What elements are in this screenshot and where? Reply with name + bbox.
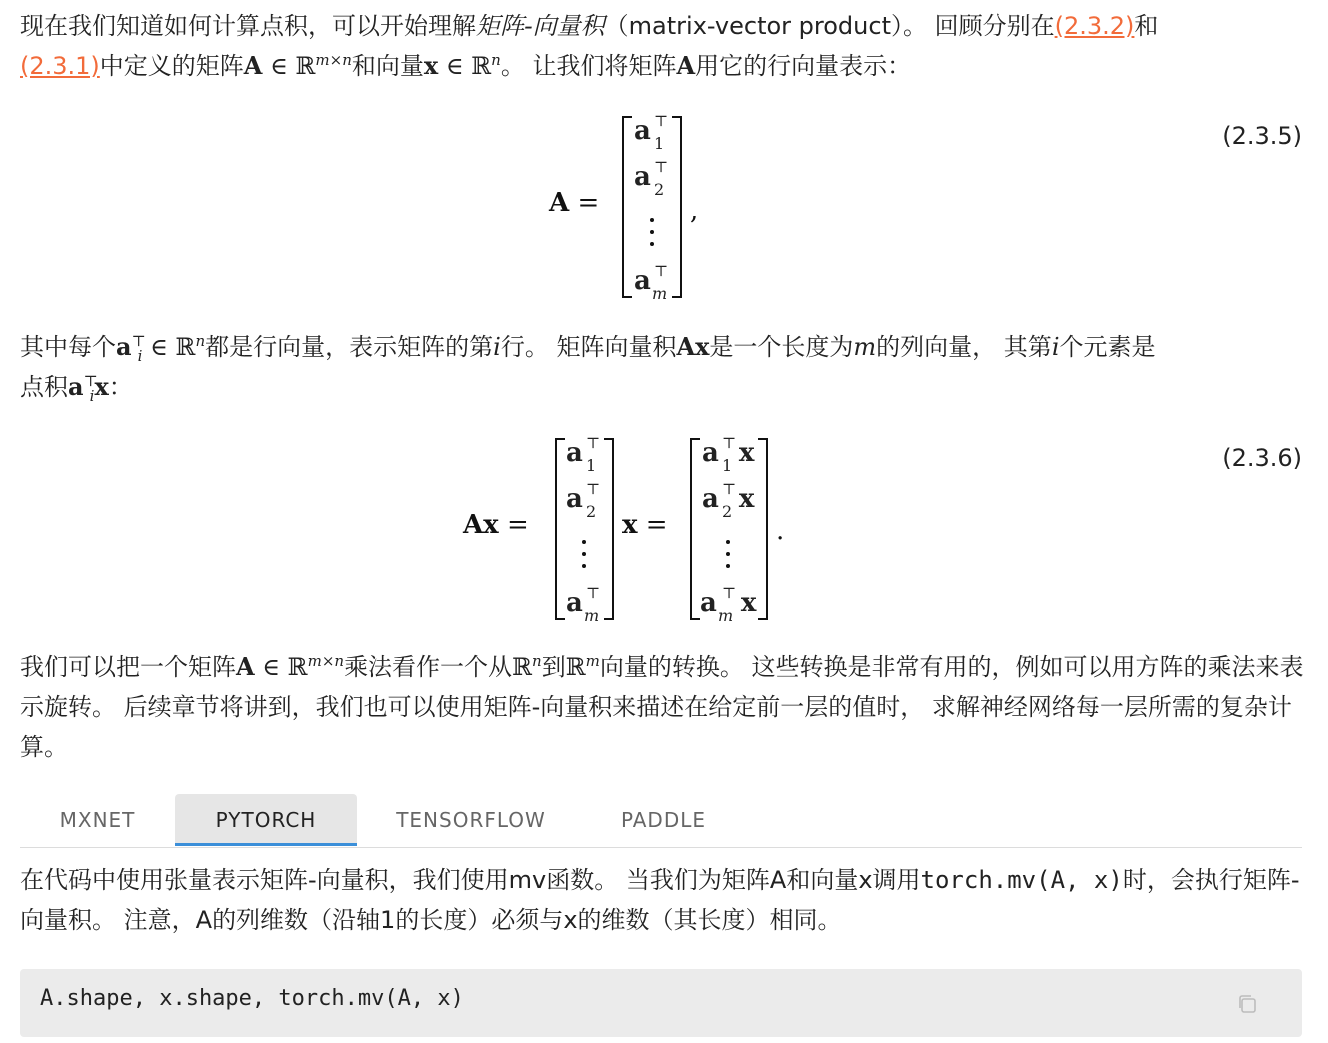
eq-lhs: Ax = [463, 510, 529, 540]
right-bracket [604, 438, 614, 620]
matrix-cell: a ⊤ 2 [566, 480, 601, 521]
inline-code: A [769, 866, 787, 894]
text: 在代码中使用张量表示矩阵-向量积，我们使用 [20, 866, 509, 894]
text: 个元素是 [1059, 333, 1156, 361]
text: 和 [1134, 12, 1159, 40]
text: 的列维数（沿轴1的长度）必须与 [212, 906, 564, 934]
equation-ref-link[interactable]: (2.3.2) [1054, 12, 1135, 40]
left-bracket [622, 116, 632, 298]
transformation-paragraph: 我们可以把一个矩阵A ∈ ℝ$^{m\times n}$乘法看作一个从ℝ$^n$到ℝ$^m$向量的转换。 这些转换是非常有用的，例如可以用方阵的乘法来表示旋转。 后续章节将讲到，我们也可以使用矩阵-向量积来描述在给定前一层的值时， 求解神经网络每一层所需的复杂计算。 [20, 652, 1304, 761]
vertical-dots [650, 218, 654, 254]
matrix-cell: a ⊤ 1 x [702, 434, 755, 475]
math-A: A [676, 51, 696, 80]
code-block[interactable] [20, 969, 1302, 1037]
eq-comma: , [690, 196, 699, 226]
text: 向量的转换。 这些转换是非常有用的，例如可以用方阵的乘法来表示旋转。 后续章节将讲到，我们也可以使用矩阵-向量积来描述在给定前一层的值时， 求解神经网络每一层所需的复杂计算。 [20, 653, 1304, 761]
inline-code: torch.mv(A, x) [920, 866, 1123, 894]
text: 和向量 [351, 52, 424, 80]
pytorch-paragraph [20, 860, 1310, 940]
matrix-cell: a ⊤ 2 x [702, 480, 755, 521]
tab-paddle[interactable]: PADDLE [620, 808, 707, 832]
right-bracket [672, 116, 682, 298]
eq-period: . [776, 516, 785, 546]
text: （matrix-vector product）。 回顾分别在 [604, 12, 1055, 40]
matrix-cell: a ⊤ 1 [634, 112, 669, 153]
equation-number: (2.3.5) [1222, 122, 1302, 150]
text: 现在我们知道如何计算点积，可以开始理解 [20, 12, 476, 40]
text: 其中每个 [20, 333, 116, 361]
text: 函数。 当我们为矩阵 [546, 866, 770, 894]
eq-lhs: A = [549, 188, 600, 218]
equation-ref-link[interactable]: (2.3.1) [20, 52, 100, 80]
matrix-cell: a ⊤ m [634, 262, 669, 303]
inline-code: mv [508, 866, 547, 894]
text: 的列向量， 其第 [876, 333, 1052, 361]
code-text[interactable]: A.shape, x.shape, torch.mv(A, x) [40, 986, 464, 1011]
text: 乘法看作一个从 [344, 653, 513, 681]
matrix-cell: a ⊤ 1 [566, 434, 601, 475]
text: 时，会执行矩阵-向量积。 注意， [20, 866, 1300, 934]
matrix-cell: a ⊤ m [566, 584, 601, 625]
inline-code: A [195, 906, 213, 934]
row-vector-paragraph: 其中每个$a^⊤_i$ ∈ ℝ$^n$都是行向量，表示矩阵的第i行。 矩阵向量积Ax是一个长度为m的列向量， 其第i个元素是 点积$a^⊤_ix$： [20, 332, 1156, 405]
inline-code: x [563, 906, 578, 934]
text: 到 [541, 653, 566, 681]
right-bracket [758, 438, 768, 620]
text: 。 让我们将矩阵 [500, 52, 677, 80]
tab-mxnet[interactable]: MXNET [59, 808, 136, 832]
copy-icon[interactable] [1236, 993, 1258, 1015]
text: 行。 矩阵向量积 [500, 333, 677, 361]
tab-pytorch[interactable]: PYTORCH [175, 794, 357, 846]
matrix-cell: a ⊤ m x [700, 584, 757, 625]
math-x: x [423, 51, 439, 80]
text: 和向量 [786, 866, 859, 894]
math-A: A [243, 51, 263, 80]
text: 中定义的矩阵 [99, 52, 244, 80]
text: 的维数（其长度）相同。 [577, 906, 842, 934]
matrix-cell: a ⊤ 2 [634, 158, 669, 199]
tab-tensorflow[interactable]: TENSORFLOW [396, 808, 546, 832]
intro-paragraph: 现在我们知道如何计算点积，可以开始理解矩阵-向量积（matrix-vector product）。 回顾分别在(2.3.2)和 (2.3.1)中定义的矩阵A ∈ ℝ$^{m\times n}$和向量x ∈ ℝ$^n$。 让我们将矩阵A用它的行向量表示： [20, 12, 1159, 80]
text: 用它的行向量表示： [695, 52, 912, 80]
eq-mid: x = [622, 510, 668, 540]
inline-code: x [858, 866, 873, 894]
emphasis-term: 矩阵-向量积 [476, 12, 605, 40]
left-bracket [555, 438, 565, 620]
left-bracket [690, 438, 700, 620]
vertical-dots [726, 540, 730, 576]
text: 调用 [872, 866, 921, 894]
text: 是一个长度为 [709, 333, 854, 361]
equation-number: (2.3.6) [1222, 444, 1302, 472]
text: 都是行向量，表示矩阵的第 [205, 333, 494, 361]
framework-tabs [20, 794, 1302, 848]
text: ： [108, 373, 133, 401]
text: 我们可以把一个矩阵 [20, 653, 236, 681]
text: 点积 [20, 373, 68, 401]
vertical-dots [582, 540, 586, 576]
